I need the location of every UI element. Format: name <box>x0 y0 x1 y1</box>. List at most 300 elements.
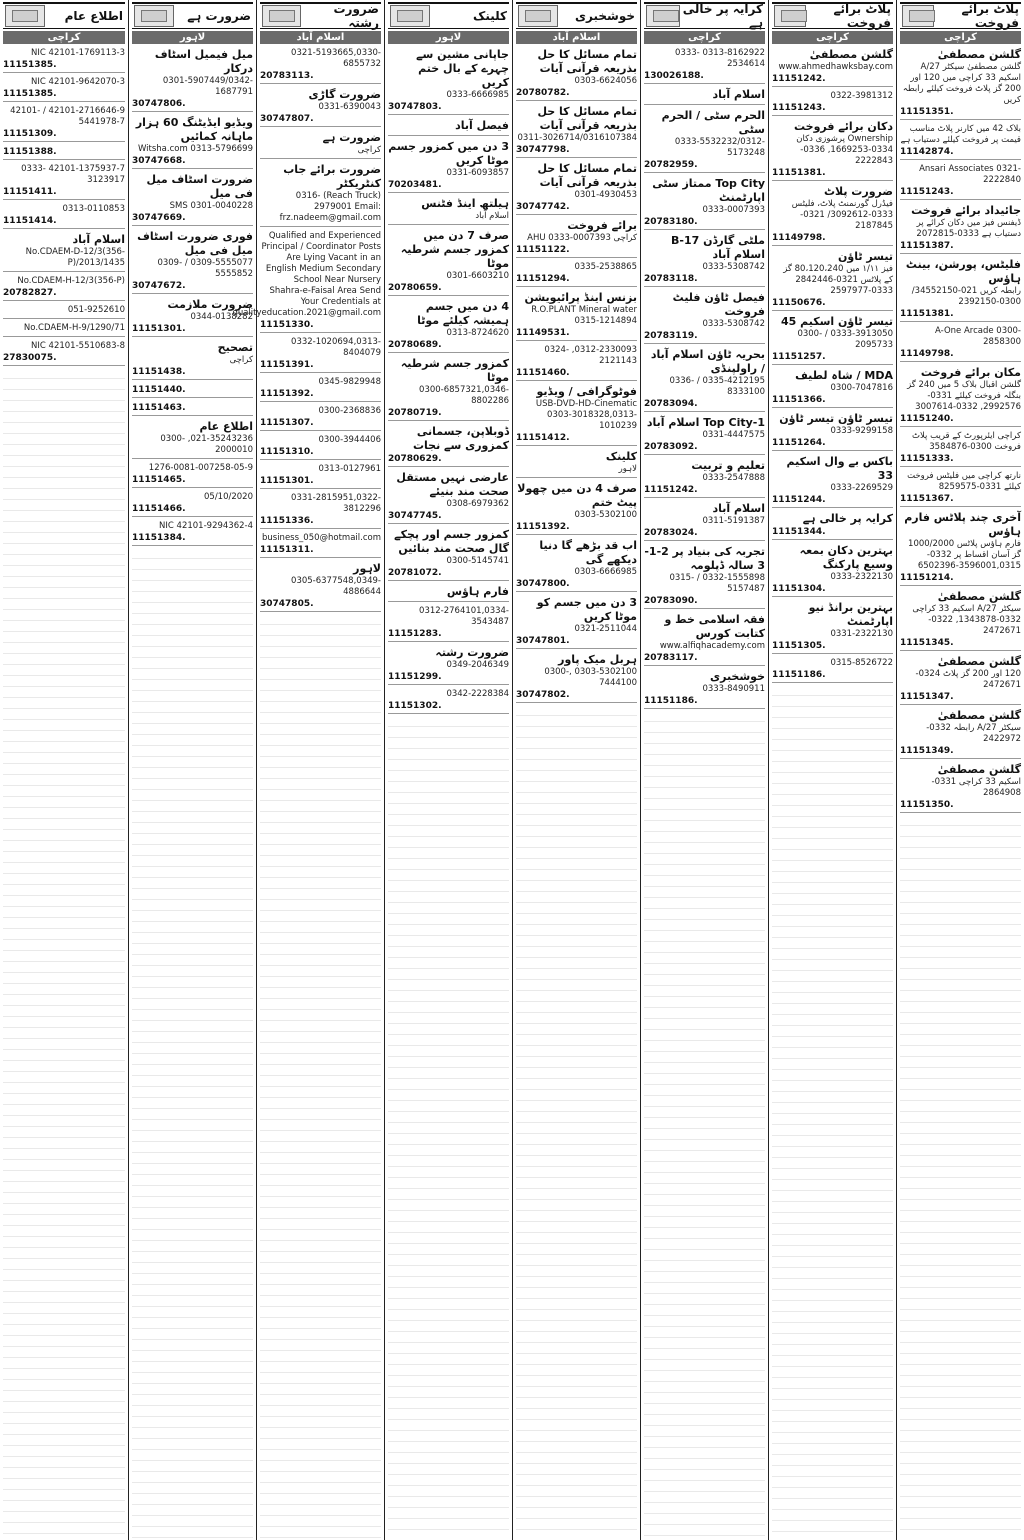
section-title: اطلاع عام <box>64 9 123 23</box>
ad-body: اسلام آباد <box>475 211 509 221</box>
ad-head: اسلام آباد <box>712 88 765 101</box>
classified-ad <box>132 490 253 517</box>
column-3 <box>640 0 768 1540</box>
ad-code: 11151264. <box>772 438 826 448</box>
ad-code: 11151381. <box>772 168 826 178</box>
ad-body: نارتھ کراچی میں فلیٹس فروخت کیلئے 0331-8259575 <box>907 471 1021 492</box>
ad-code: 30747745. <box>388 511 442 521</box>
ad-body: 0303-6624056 <box>574 76 637 86</box>
sale-sign-icon <box>774 5 806 27</box>
ad-code: 11151385. <box>3 60 57 70</box>
column-1 <box>896 0 1024 1540</box>
classified-ad <box>132 418 253 459</box>
ad-head: فیصل ٹاؤن فلیٹ فروخت <box>672 291 765 318</box>
classified-ad <box>260 433 381 460</box>
tree-icon <box>134 5 174 27</box>
ad-head: 3 دن میں کمزور جسم موٹا کریں <box>388 140 509 167</box>
ad-head: باکس بے وال اسکیم 33 <box>786 455 893 482</box>
ad-code: 30747669. <box>132 213 186 223</box>
ad-code: 20783113. <box>260 71 314 81</box>
column-8 <box>0 0 128 1540</box>
ad-body: 0303-5302100 ,0300-7444100 <box>544 667 637 688</box>
classified-ad <box>900 256 1021 322</box>
ad-body: فارم ہاؤس پلاٹس 1000/2000 گز آسان اقساط پر 0332-3596001,0315-6502396 <box>908 539 1021 571</box>
ad-code: 30747806. <box>132 99 186 109</box>
column-7 <box>128 0 256 1540</box>
section-title: ضرورت ہے <box>187 9 251 23</box>
ad-code: 20783090. <box>644 596 698 606</box>
ad-body: کراچی AHU 0333-0007393 <box>527 233 637 243</box>
ad-body: ڈیفنس فیز میں دکان کرائے پر دستیاب ہے 0333-2072815 <box>916 218 1021 239</box>
ad-body: 05/10/2020 <box>204 492 253 502</box>
ad-body: لاہور <box>618 464 637 474</box>
city-bar: کراچی <box>772 31 893 44</box>
ad-code: 11151391. <box>260 360 314 370</box>
city-bar: کراچی <box>3 31 125 44</box>
ad-code: 30747803. <box>388 102 442 112</box>
classified-ad <box>772 118 893 181</box>
ad-body: 0313-8724620 <box>446 328 509 338</box>
ad-body: business_050@hotmail.com <box>261 533 381 543</box>
classified-ad <box>3 339 125 366</box>
ad-body: کراچی <box>229 355 253 365</box>
ad-head: لاہور <box>353 562 381 575</box>
classified-ad <box>388 687 509 714</box>
ad-code: 11151351. <box>900 107 954 117</box>
ad-body: 0335-2538865 <box>574 262 637 272</box>
ad-code: 11151387. <box>900 241 954 251</box>
ad-code: 11151330. <box>260 320 314 330</box>
ad-body: NIC 42101-5510683-8 <box>31 341 125 351</box>
ad-body: 0315-8526722 <box>830 658 893 668</box>
ad-code: 11151242. <box>644 485 698 495</box>
ad-code: 11142874. <box>900 147 954 157</box>
ad-head: گلشن مصطفیٰ <box>937 655 1021 668</box>
classified-ad <box>516 160 637 215</box>
classified-ad <box>516 103 637 158</box>
ad-head: ضرورت رشتہ <box>435 646 509 659</box>
classified-ad <box>516 537 637 592</box>
ad-body: اسکیم 33 کراچی 0331-2864908 <box>931 777 1021 798</box>
ad-head: مکان برائے فروخت <box>920 366 1021 379</box>
ad-head: گلشن مصطفیٰ <box>809 48 893 61</box>
classified-ad <box>644 289 765 344</box>
classified-ad <box>388 583 509 602</box>
ad-code: 11151385. <box>3 89 57 99</box>
ad-head: تمام مسائل کا حل بذریعہ قرآنی آیات <box>537 162 637 189</box>
ad-head: گلشن مصطفیٰ <box>937 763 1021 776</box>
ad-body: A-One Arcade 0300-2858300 <box>935 326 1021 347</box>
ad-body: 0331-4447575 <box>702 430 765 440</box>
section-header <box>644 2 765 29</box>
ad-head: تمام مسائل کا حل بذریعہ قرآنی آیات <box>537 105 637 132</box>
ad-code: 30747805. <box>260 599 314 609</box>
ad-code: 20782827. <box>3 288 57 298</box>
ad-body: 0303-6666985 <box>574 567 637 577</box>
section-header <box>772 2 893 29</box>
ad-code: 11151412. <box>516 433 570 443</box>
classified-ad <box>900 46 1021 120</box>
classified-ad <box>900 707 1021 759</box>
ad-code: 11151381. <box>900 309 954 319</box>
classified-ad <box>3 231 125 272</box>
classified-ad <box>3 162 125 200</box>
ad-head: ضرورت گاڑی <box>308 88 381 101</box>
ad-body: 0345-9829948 <box>318 377 381 387</box>
classified-ad <box>388 46 509 115</box>
ad-head: ضرورت ملازمت <box>167 298 253 311</box>
section-title: کلینک <box>473 9 507 23</box>
classified-ad <box>516 651 637 703</box>
ad-body: 0305-6377548,0349-4886644 <box>291 576 381 597</box>
classified-ad <box>772 183 893 246</box>
classified-ad <box>388 138 509 193</box>
classified-ad <box>260 491 381 529</box>
ad-head: تیسر ٹاؤن اسکیم 45 <box>780 315 893 328</box>
ad-body: No.CDAEM-H-12/3(356-P) <box>17 276 125 286</box>
ad-body: 0301-6603210 <box>446 271 509 281</box>
classified-ad <box>772 542 893 597</box>
ad-body: 0311-5191387 <box>702 516 765 526</box>
ad-body: 0331-6093857 <box>446 168 509 178</box>
ad-code: 20783094. <box>644 399 698 409</box>
ad-body: 0301-5907449/0342-1687791 <box>162 76 253 97</box>
classified-ad <box>3 202 125 229</box>
ad-head: تمام مسائل کا حل بذریعہ قرآنی آیات <box>537 48 637 75</box>
ad-code: 11151243. <box>900 187 954 197</box>
ad-head: تصحیح <box>217 341 253 354</box>
classified-ad <box>644 232 765 287</box>
ad-code: 11151310. <box>260 447 314 457</box>
ad-code: 20783117. <box>644 653 698 663</box>
ad-code: 11149531. <box>516 328 570 338</box>
classified-ad <box>260 46 381 84</box>
classified-ad <box>260 462 381 489</box>
ad-head: تیسر ٹاؤن تیسر ٹاؤن <box>779 412 893 425</box>
ad-code: 11151257. <box>772 352 826 362</box>
ad-code: 11151302. <box>388 701 442 711</box>
classified-ad <box>644 543 765 609</box>
stethoscope-icon <box>390 5 430 27</box>
ad-body: 0321-2511044 <box>574 624 637 634</box>
ad-head: کرایہ پر خالی ہے <box>802 512 893 525</box>
section-title: پلاٹ برائے فروخت <box>961 2 1019 30</box>
ad-body: 0333-8490911 <box>702 684 765 694</box>
ad-code: 11151214. <box>900 573 954 583</box>
classified-ad <box>516 480 637 535</box>
section-title: خوشخبری <box>575 9 635 23</box>
ad-code: 30747807. <box>260 114 314 124</box>
ad-code: 11151466. <box>132 504 186 514</box>
ad-code: 11151350. <box>900 800 954 810</box>
ad-head: 4 دن میں جسم ہمیشہ کیلئے موٹا <box>417 300 509 327</box>
ad-head: آخری چند پلاٹس فارم ہاؤس <box>904 511 1021 538</box>
classified-ad <box>260 335 381 373</box>
classified-ad <box>900 653 1021 705</box>
ad-body: 0333-5308742 <box>702 319 765 329</box>
ad-head: بہترین دکان بمعہ وسیع پارکنگ <box>799 544 893 571</box>
ad-code: 11151122. <box>516 245 570 255</box>
ad-body: 0333-5308742 <box>702 262 765 272</box>
ad-head: تیسر ٹاؤن <box>838 250 893 263</box>
ad-code: 130026188. <box>644 71 704 81</box>
column-5 <box>384 0 512 1540</box>
ad-text-filler <box>3 368 125 1538</box>
classified-ad <box>516 448 637 478</box>
ad-code: 11151186. <box>644 696 698 706</box>
city-bar: اسلام آباد <box>516 31 637 44</box>
classified-ad <box>388 526 509 581</box>
ad-body: رابطہ کریں 021-34552150/ 0300-2392150 <box>911 286 1021 307</box>
ad-body: 0312-2330093, 0324-2121143 <box>544 345 637 366</box>
classified-ad <box>132 339 253 380</box>
classified-ad <box>644 346 765 412</box>
classified-ad <box>132 228 253 294</box>
ad-text-filler <box>260 614 381 1538</box>
ad-code: 20781072. <box>388 568 442 578</box>
ad-head: دکان برائے فروخت <box>794 120 893 133</box>
ad-body: www.ahmedhawksbay.com <box>778 62 893 72</box>
ad-body: NIC 42101-1769113-3 <box>31 48 125 58</box>
ad-body: 1276-0081-007258-05-9 <box>148 463 253 473</box>
ad-code: 20783024. <box>644 528 698 538</box>
ad-body: NIC 42101-9294362-4 <box>159 521 253 531</box>
classified-ad <box>388 644 509 685</box>
ad-body: 0333-3913050 / 0300-2095733 <box>797 329 893 350</box>
ad-body: فیز ۱/۱۱ میں 80،120،240 گز کے پلاٹس 0321-2842446 0333-2597977 <box>783 264 893 296</box>
ad-code: 11151307. <box>260 418 314 428</box>
classified-ad <box>644 611 765 666</box>
ad-code: 11151299. <box>388 672 442 682</box>
ad-code: 20780659. <box>388 283 442 293</box>
ad-code: 11151301. <box>260 476 314 486</box>
ad-head: ویڈیو ایڈیٹنگ 60 ہزار ماہانہ کمائیں <box>135 116 253 143</box>
ad-head: 3 دن میں جسم کو موٹا کریں <box>536 596 637 623</box>
ad-body: 0321-5193665,0330-6855732 <box>291 48 381 69</box>
ad-head: کمزور جسم اور پچکے گال صحت مند بنائیں <box>394 528 509 555</box>
section-header <box>260 2 381 29</box>
ad-head: ضرورت ہے <box>322 131 381 144</box>
ad-code: 11151240. <box>900 414 954 424</box>
ad-code: 11151463. <box>132 403 186 413</box>
city-bar: کراچی <box>900 31 1021 44</box>
city-bar: لاہور <box>132 31 253 44</box>
ad-code: 11151309. <box>3 129 57 139</box>
ad-code: 11151414. <box>3 216 57 226</box>
ad-head: فوٹوگرافی / ویڈیو <box>536 385 637 398</box>
ad-body: 0333-0007393 <box>702 205 765 215</box>
section-header <box>132 2 253 29</box>
section-header <box>3 2 125 29</box>
ad-body: 0300-3944406 <box>318 435 381 445</box>
ad-head: بحریہ ٹاؤن اسلام آباد / راولپنڈی <box>650 348 765 375</box>
ad-code: 11151465. <box>132 475 186 485</box>
ad-code: 11151283. <box>388 629 442 639</box>
ad-body: 0300-5145741 <box>446 556 509 566</box>
ad-body: 0331-6390043 <box>318 102 381 112</box>
ad-body: 42101-1375937-7 0333-3123917 <box>21 164 125 185</box>
classified-ad <box>3 321 125 337</box>
ad-body: 0332-1020694,0313-8404079 <box>291 337 381 358</box>
classified-ad <box>3 104 125 142</box>
classified-ad <box>772 453 893 508</box>
for-rent-icon <box>646 5 680 27</box>
classified-ad <box>388 195 509 225</box>
ad-code: 11151344. <box>772 527 826 537</box>
ad-code: 11151336. <box>260 516 314 526</box>
ad-body: 0309-5555077 / 0309-5555852 <box>157 258 253 279</box>
ad-code: 11151392. <box>516 522 570 532</box>
ad-head: اب قد بڑھے گا دنیا دیکھے گی <box>539 539 637 566</box>
classified-ad <box>900 364 1021 427</box>
classified-ad <box>388 227 509 296</box>
ad-body: R.O.PLANT Mineral water 0315-1214894 <box>531 305 637 326</box>
classified-ad <box>260 560 381 612</box>
ad-code: 11151438. <box>132 367 186 377</box>
ad-text-filler <box>516 705 637 1538</box>
ad-code: 11151311. <box>260 545 314 555</box>
ad-head: Top City ممتاز سٹی اپارٹمنٹ <box>652 177 765 204</box>
ad-head: ہیلتھ اینڈ فٹنس <box>421 197 509 210</box>
ad-head: ضرورت پلاٹ <box>823 185 893 198</box>
classified-ad <box>3 75 125 102</box>
ad-head: میل فیمیل اسٹاف درکار <box>154 48 253 75</box>
classified-ad <box>132 461 253 488</box>
classified-ad <box>772 367 893 408</box>
ad-code: 20780629. <box>388 454 442 464</box>
classified-ad <box>388 117 509 136</box>
ad-body: No.CDAEM-H-9/1290/71 <box>23 323 125 333</box>
ad-body: 0311-3026714/0316107384 <box>517 133 637 143</box>
classified-ad <box>132 400 253 416</box>
ad-body: 0301-0040228 SMS <box>169 201 253 211</box>
ad-body: 0335-4212195 / 0336-8333100 <box>669 376 765 397</box>
classified-ad <box>3 274 125 301</box>
ad-code: 11151440. <box>132 385 186 395</box>
ad-body: گلشن مصطفیٰ سیکٹر 27/A اسکیم 33 کراچی میں 120 اور 200 گز پلاٹ فروخت کیلئے رابطہ کریں <box>902 62 1021 105</box>
classified-ad <box>772 46 893 87</box>
ad-body: 0301-4930453 <box>574 190 637 200</box>
ad-head: کمزور جسم شرطیہ موٹا <box>400 357 509 384</box>
ad-body: Witsha.com 0313-5796699 <box>137 144 253 154</box>
ad-body: سیکٹر 27/A اسکیم 33 کراچی 0332-1343878, 0322-2472671 <box>912 604 1021 636</box>
ad-code: 11151244. <box>772 495 826 505</box>
ad-body: 0332-1555898 / 0315-5157487 <box>669 573 765 594</box>
ad-body: (Reach Truck) 0316-2979001 Email: frz.nadeem@gmail.com <box>279 191 381 223</box>
classified-ad <box>388 604 509 642</box>
classified-ad <box>644 457 765 498</box>
classified-ad <box>388 423 509 467</box>
classified-ad <box>900 469 1021 507</box>
classified-ad <box>516 383 637 446</box>
ad-code: 11151349. <box>900 746 954 756</box>
ad-body: 0331-2322130 <box>830 629 893 639</box>
ad-body: 0312-2764101,0334-3543487 <box>419 606 509 627</box>
classified-ad <box>260 531 381 558</box>
ad-head: اسلام آباد <box>712 502 765 515</box>
ad-body: USB-DVD-HD-Cinematic 0303-3018328,0313-1010239 <box>535 399 637 431</box>
ad-code: 11150676. <box>772 298 826 308</box>
ad-body: 0313-0110853 <box>62 204 125 214</box>
classified-ad <box>516 289 637 341</box>
ad-body: 120 اور 200 گز پلاٹ 0324-2472671 <box>915 669 1021 690</box>
ad-head: MDA / شاہ لطیف <box>795 369 893 382</box>
ad-body: Ownership پرشوزی دکان 0334-1669253, 0336-2222843 <box>796 134 893 166</box>
house-icon <box>902 5 934 27</box>
ad-code: 11151242. <box>772 74 826 84</box>
ad-head: گلشن مصطفیٰ <box>937 590 1021 603</box>
classified-ad <box>260 129 381 159</box>
classified-ad <box>644 414 765 455</box>
city-bar: لاہور <box>388 31 509 44</box>
ad-head: Top City-1 اسلام آباد <box>646 416 765 429</box>
ad-body: 0331-2815951,0322-3812296 <box>291 493 381 514</box>
ad-code: 20783180. <box>644 217 698 227</box>
ad-code: 20780689. <box>388 340 442 350</box>
classified-ad <box>232 229 381 333</box>
ad-body: 0333-6666985 <box>446 90 509 100</box>
ad-code: 70203481. <box>388 180 442 190</box>
ad-code: 20780719. <box>388 408 442 418</box>
ad-head: الحرم سٹی / الحرم سٹی <box>661 109 765 136</box>
ad-head: فیصل آباد <box>455 119 509 132</box>
ad-body: 0308-6979362 <box>446 499 509 509</box>
classified-ad <box>900 509 1021 586</box>
ad-body: 0333-2322130 <box>830 572 893 582</box>
ad-head: ڈوبلاپن، جسمانی کمزوری سے نجات <box>412 425 509 452</box>
ad-head: گلشن مصطفیٰ <box>937 709 1021 722</box>
ad-body: NIC 42101-9642070-3 <box>31 77 125 87</box>
ad-body: 0344-0138282 <box>190 312 253 322</box>
ad-code: 11151186. <box>772 670 826 680</box>
ad-head: فلیٹس، پورشن، بینٹ ہاؤس <box>905 258 1021 285</box>
ad-code: 30747668. <box>132 156 186 166</box>
classified-ad <box>772 89 893 116</box>
classified-ad <box>516 260 637 287</box>
ad-code: 11151304. <box>772 584 826 594</box>
ad-text-filler <box>644 711 765 1538</box>
ad-head: اسلام آباد <box>72 233 125 246</box>
ad-body: کراچی <box>357 145 381 155</box>
ad-body: 0322-3981312 <box>830 91 893 101</box>
ad-head: اطلاع عام <box>199 420 253 433</box>
ad-text-filler <box>772 685 893 1538</box>
ad-head: فوری ضرورت اسٹاف میل فی میل <box>137 230 253 257</box>
classified-ad <box>132 114 253 169</box>
classified-ad <box>3 303 125 319</box>
classified-ad <box>900 162 1021 200</box>
classified-ad <box>260 86 381 127</box>
classified-ad <box>516 343 637 381</box>
classified-ad <box>132 46 253 112</box>
classified-ad <box>900 588 1021 651</box>
classified-ad <box>644 500 765 541</box>
classified-ad <box>388 469 509 524</box>
section-header <box>388 2 509 29</box>
ad-body: گلشن اقبال بلاک 5 میں 240 گز بنگلہ فروخت کیلئے 0331-2992576, 0332-3007614 <box>907 380 1021 412</box>
classified-ad <box>644 86 765 105</box>
ad-body: 0300-6857321,0346-8802286 <box>419 385 509 406</box>
megaphone-icon <box>5 5 45 27</box>
ad-head: جاپانی مشین سے چہرے کے بال ختم کریں <box>416 48 509 89</box>
column-4 <box>512 0 640 1540</box>
classified-ad <box>900 122 1021 160</box>
classified-ad <box>772 410 893 451</box>
ad-code: 11151333. <box>900 454 954 464</box>
ad-head: تعلیم و تربیت <box>691 459 765 472</box>
ad-body: 0303-5302100 <box>574 510 637 520</box>
ad-head: برائے فروخت <box>567 219 637 232</box>
